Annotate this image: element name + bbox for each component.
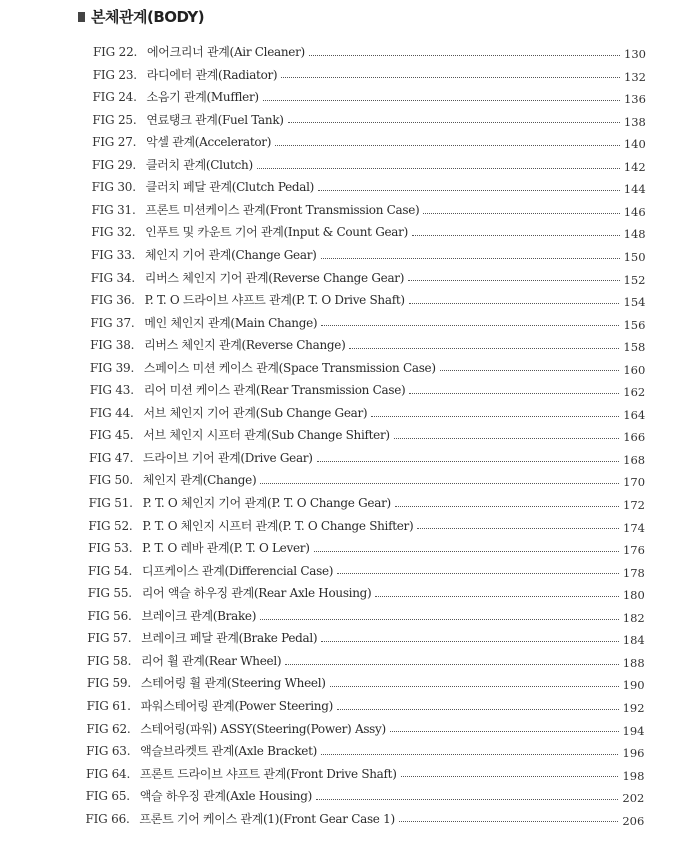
entry-title: 리버스 체인지 기어 관계(Reverse Change Gear) [144,270,405,285]
page-number: 152 [623,272,646,287]
page-number: 178 [622,565,645,580]
entry-title: 리어 액슬 하우징 관계(Rear Axle Housing) [141,586,372,601]
entry-title: 소음기 관계(Muffler) [146,90,259,105]
entry-title: 리버스 체인지 관계(Reverse Change) [144,338,346,353]
dot-leader [318,190,620,191]
page-number: 158 [623,340,646,355]
page-number: 142 [623,159,646,174]
toc-entry [86,718,644,741]
figure-number: FIG 54. [87,563,133,578]
figure-number: FIG 57. [87,631,132,646]
square-bullet-icon [78,12,85,22]
figure-number: FIG 24. [92,90,137,105]
dot-leader [409,393,619,394]
dot-leader [412,235,620,236]
page-number: 140 [623,137,646,152]
dot-leader [395,506,619,507]
entry-title: 악셀 관계(Accelerator) [146,135,272,150]
entry-title: 메인 체인지 관계(Main Change) [144,315,318,330]
entry-title: 클러치 관계(Clutch) [145,157,253,172]
figure-number: FIG 23. [92,67,137,82]
toc-entry [91,244,646,267]
page-number: 196 [622,746,645,761]
dot-leader [314,551,619,552]
dot-leader [330,686,619,687]
dot-leader [337,573,619,574]
figure-number: FIG 32. [91,225,136,240]
entry-title: 액슬브라켓트 관계(Axle Bracket) [140,744,317,759]
entry-title: 리어 휠 관계(Rear Wheel) [141,653,282,668]
toc-entry [90,357,645,380]
page-number: 188 [622,655,645,670]
figure-number: FIG 38. [90,338,135,353]
figure-number: FIG 45. [89,428,134,443]
dot-leader [390,731,619,732]
entry-title: 디프케이스 관계(Differencial Case) [141,563,334,578]
entry-title: P. T. O 레바 관계(P. T. O Lever) [142,541,310,556]
page-number: 182 [622,610,645,625]
section-header [78,6,204,27]
toc-entry [86,763,644,786]
page-number: 172 [623,498,645,512]
dot-leader [309,55,620,56]
figure-number: FIG 62. [86,721,131,736]
figure-number: FIG 39. [89,360,135,375]
figure-number: FIG 52. [88,518,133,533]
page-number: 144 [623,182,646,197]
toc-entry [88,537,645,560]
entry-title: P. T. O 드라이브 샤프트 관계(P. T. O Drive Shaft) [144,293,405,308]
dot-leader [281,77,620,78]
entry-title: 프론트 기어 케이스 관계(1)(Front Gear Case 1) [139,811,395,826]
page-number: 132 [624,69,646,84]
page-number: 136 [623,92,646,107]
page-number: 202 [622,791,645,806]
toc-entry [87,672,645,695]
figure-number: FIG 37. [90,315,135,330]
toc-entry [89,402,645,425]
dot-leader [401,776,619,777]
dot-leader [321,641,618,642]
figure-number: FIG 58. [87,653,132,668]
dot-leader [408,280,619,281]
toc-entry [89,492,645,515]
entry-title: 스테어링(파워) ASSY(Steering(Power) Assy) [140,721,386,736]
toc-entry [92,176,646,199]
page-number: 130 [624,47,646,61]
toc-entry [86,740,644,763]
figure-number: FIG 65. [85,789,130,804]
page-number: 168 [623,452,646,467]
dot-leader [399,821,618,822]
page-number: 180 [622,588,645,603]
entry-title: 드라이브 기어 관계(Drive Gear) [143,450,313,465]
page-number: 162 [623,385,646,400]
figure-number: FIG 55. [87,586,132,601]
toc-entry [89,469,645,492]
figure-number: FIG 29. [91,157,137,172]
page-number: 190 [622,678,645,693]
entry-title: P. T. O 체인지 기어 관계(P. T. O Change Gear) [142,496,391,510]
figure-number: FIG 61. [86,698,131,713]
dot-leader [440,370,620,371]
toc-entry [86,808,645,831]
figure-number: FIG 25. [92,112,137,127]
toc-entry [91,289,646,312]
page-number: 138 [623,114,646,129]
toc-entry [88,605,645,628]
page-number: 194 [622,723,645,738]
figure-number: FIG 33. [91,247,136,262]
toc-entry [92,131,646,154]
dot-leader [371,416,619,417]
entry-title: 라디에터 관계(Radiator) [146,67,278,82]
entry-title: 스페이스 미션 케이스 관계(Space Transmission Case) [143,360,436,375]
entry-title: 프론트 미션케이스 관계(Front Transmission Case) [145,202,420,217]
dot-leader [409,303,620,304]
entry-title: 체인지 기어 관계(Change Gear) [145,247,317,262]
page-number: 164 [623,407,646,422]
toc-entry [91,221,645,244]
page-number: 154 [623,295,646,310]
entry-title: 서브 체인지 기어 관계(Sub Change Gear) [143,405,368,420]
entry-title: 프론트 드라이브 샤프트 관계(Front Drive Shaft) [139,766,397,781]
dot-leader [349,348,619,349]
toc-entry [90,379,646,402]
entry-title: 리어 미션 케이스 관계(Rear Transmission Case) [143,383,406,398]
figure-number: FIG 47. [89,450,134,465]
figure-number: FIG 30. [91,180,136,195]
entry-title: 브레이크 관계(Brake) [141,608,257,623]
entry-title: 연료탱크 관계(Fuel Tank) [146,112,284,127]
dot-leader [394,438,619,439]
toc-entry [89,447,645,470]
dot-leader [317,461,619,462]
toc-entry [90,312,645,335]
figure-number: FIG 50. [88,473,133,488]
figure-number: FIG 36. [90,293,135,308]
page-number: 176 [622,543,645,558]
figure-number: FIG 66. [85,811,130,826]
dot-leader [321,325,619,326]
entry-title: 서브 체인지 시프터 관계(Sub Change Shifter) [143,428,390,443]
toc-entry [86,785,645,808]
page-number: 198 [622,768,645,783]
page-number: 206 [622,813,645,828]
figure-number: FIG 44. [89,405,134,420]
figure-number: FIG 31. [91,202,136,217]
dot-leader [260,483,619,484]
dot-leader [260,619,619,620]
dot-leader [321,754,618,755]
toc-entry [88,515,645,538]
dot-leader [288,122,620,123]
toc-entry [89,424,645,447]
page-number: 148 [623,227,646,242]
figure-number: FIG 34. [90,270,135,285]
entry-title: 브레이크 페달 관계(Brake Pedal) [141,631,318,646]
page-number: 170 [623,475,646,490]
entry-title: 파워스테어링 관계(Power Steering) [140,698,333,713]
toc-entry [93,41,646,64]
figure-number: FIG 27. [92,135,137,150]
page-number: 146 [623,204,646,219]
page-number: 166 [623,430,646,445]
figure-number: FIG 22. [93,45,138,59]
page-number: 156 [623,317,646,332]
figure-number: FIG 53. [88,541,133,556]
section-title: 본체관계(BODY) [91,8,205,26]
entry-title: P. T. O 체인지 시프터 관계(P. T. O Change Shifter) [142,518,414,533]
page-number: 160 [623,362,646,377]
toc-entry [90,334,645,357]
dot-leader [417,528,619,529]
dot-leader [375,596,618,597]
toc-entry [91,267,646,290]
entry-title: 액슬 하우징 관계(Axle Housing) [139,789,312,804]
toc-entry [93,64,646,87]
entry-title: 클러치 페달 관계(Clutch Pedal) [145,180,315,195]
dot-leader [316,799,618,800]
entry-title: 체인지 관계(Change) [142,473,257,488]
dot-leader [337,709,619,710]
page-number: 150 [623,249,646,264]
dot-leader [285,664,618,665]
figure-number: FIG 51. [88,496,133,510]
figure-number: FIG 59. [86,676,131,691]
toc-entry [92,109,646,132]
figure-number: FIG 63. [86,744,131,759]
page-number: 192 [622,700,645,715]
toc-entry [92,154,646,177]
toc-entry [91,199,645,222]
toc-entry [87,650,645,673]
figure-number: FIG 43. [89,383,134,398]
toc-entry [93,86,646,109]
page-number: 174 [623,520,645,535]
entry-title: 인푸트 및 카운트 기어 관계(Input & Count Gear) [145,225,408,240]
dot-leader [423,213,619,214]
dot-leader [275,145,620,146]
dot-leader [257,168,620,169]
entry-title: 에어크리너 관계(Air Cleaner) [147,45,305,59]
toc-entry [87,695,645,718]
toc-entry [87,627,644,650]
entry-title: 스테어링 휠 관계(Steering Wheel) [140,676,326,691]
figure-number: FIG 56. [87,608,132,623]
page-number: 184 [622,633,645,648]
toc-entry [88,582,645,605]
dot-leader [263,100,620,101]
toc-entry [88,560,645,583]
dot-leader [321,258,620,259]
figure-number: FIG 64. [85,766,131,781]
